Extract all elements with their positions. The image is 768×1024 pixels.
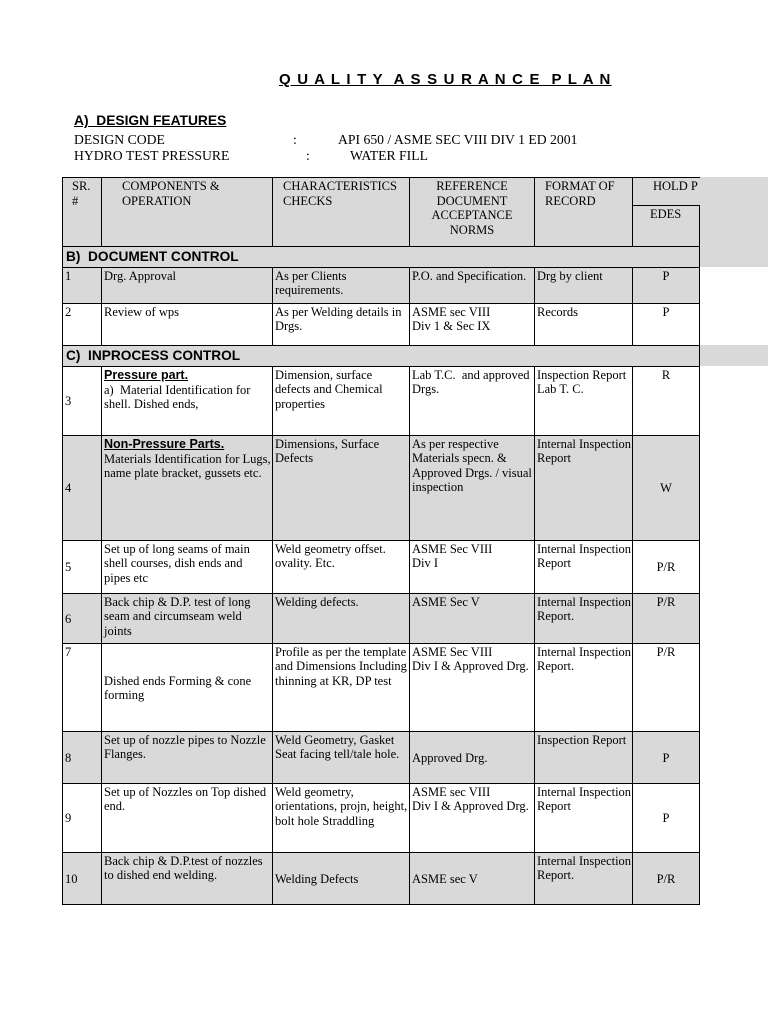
characteristics-cell: Welding Defects [273, 853, 410, 905]
format-cell: Inspection Report Lab T. C. [535, 367, 633, 436]
header-format: FORMAT OF RECORD [535, 178, 633, 247]
reference-cell: ASME Sec VIII Div I [410, 541, 535, 594]
sr-cell: 4 [63, 436, 102, 541]
hold-point-cell: P [633, 268, 700, 304]
characteristics-cell: Weld geometry, orientations, projn, height, bolt hole Straddling [273, 784, 410, 853]
component-heading: Non-Pressure Parts. [104, 437, 225, 451]
table-row [63, 732, 700, 784]
hold-point-cell: W [633, 436, 700, 541]
page-title: Q U A L I T Y A S S U R A N C E P L A N [279, 71, 612, 88]
sr-cell: 8 [63, 732, 102, 784]
format-cell: Records [535, 304, 633, 346]
sr-cell: 7 [63, 644, 102, 732]
sr-cell: 6 [63, 594, 102, 644]
section-b-shade-band [698, 246, 768, 267]
reference-cell: ASME Sec V [410, 594, 535, 644]
component-cell: Set up of nozzle pipes to Nozzle Flanges. [102, 732, 273, 784]
component-cell: Back chip & D.P.test of nozzles to dished end welding. [102, 853, 273, 905]
format-cell: Internal Inspection Report. [535, 594, 633, 644]
quality-plan-table [62, 177, 700, 905]
component-cell: Set up of Nozzles on Top dished end. [102, 784, 273, 853]
format-cell: Internal Inspection Report [535, 541, 633, 594]
component-cell [102, 367, 273, 436]
section-c-shade-band [698, 345, 768, 366]
design-code-label: DESIGN CODE [74, 132, 165, 147]
table-row [63, 644, 700, 732]
sr-cell: 3 [63, 367, 102, 436]
table-row [63, 594, 700, 644]
component-text: a) Material Identification for shell. Dished ends, [104, 383, 251, 412]
hold-point-cell: P/R [633, 853, 700, 905]
table-row [63, 436, 700, 541]
section-row [63, 247, 700, 268]
hold-point-cell: R [633, 367, 700, 436]
sr-cell: 2 [63, 304, 102, 346]
component-cell: Back chip & D.P. test of long seam and circumseam weld joints [102, 594, 273, 644]
characteristics-cell: Dimension, surface defects and Chemical properties [273, 367, 410, 436]
table-row [63, 367, 700, 436]
design-code-value: API 650 / ASME SEC VIII DIV 1 ED 2001 [338, 132, 578, 147]
characteristics-cell: Dimensions, Surface Defects [273, 436, 410, 541]
section-heading: C) INPROCESS CONTROL [63, 346, 700, 367]
header-reference: REFERENCE DOCUMENT ACCEPTANCE NORMS [410, 178, 535, 247]
reference-cell: P.O. and Specification. [410, 268, 535, 304]
reference-cell: ASME sec VIII Div 1 & Sec IX [410, 304, 535, 346]
hold-point-cell: P/R [633, 541, 700, 594]
characteristics-cell: As per Clients requirements. [273, 268, 410, 304]
characteristics-cell: Weld geometry offset. ovality. Etc. [273, 541, 410, 594]
header-sr: SR. # [63, 178, 102, 247]
design-code-separator: : [293, 132, 297, 147]
table-row [63, 268, 700, 304]
header-shade-band [698, 177, 768, 246]
table-row [63, 784, 700, 853]
header-hold-point: HOLD P [633, 178, 700, 206]
hold-point-cell: P/R [633, 594, 700, 644]
characteristics-cell: Profile as per the template and Dimensions Including thinning at KR, DP test [273, 644, 410, 732]
format-cell: Internal Inspection Report. [535, 644, 633, 732]
hydro-test-pressure-label: HYDRO TEST PRESSURE [74, 148, 230, 163]
header-hold-sub: EDES [633, 206, 700, 247]
table-header-row [63, 178, 700, 206]
design-features-heading: A) DESIGN FEATURES [74, 113, 227, 128]
reference-cell: Approved Drg. [410, 732, 535, 784]
reference-cell: ASME sec VIII Div I & Approved Drg. [410, 784, 535, 853]
characteristics-cell: Welding defects. [273, 594, 410, 644]
hydro-test-pressure-value: WATER FILL [350, 148, 428, 163]
reference-cell: Lab T.C. and approved Drgs. [410, 367, 535, 436]
component-cell: Set up of long seams of main shell courses, dish ends and pipes etc [102, 541, 273, 594]
header-components: COMPONENTS & OPERATION [102, 178, 273, 247]
format-cell: Internal Inspection Report. [535, 853, 633, 905]
component-heading: Pressure part. [104, 368, 189, 382]
hold-point-cell: P [633, 784, 700, 853]
hold-point-cell: P [633, 732, 700, 784]
sr-cell: 10 [63, 853, 102, 905]
format-cell: Internal Inspection Report [535, 436, 633, 541]
format-cell: Inspection Report [535, 732, 633, 784]
sr-cell: 1 [63, 268, 102, 304]
reference-cell: ASME sec V [410, 853, 535, 905]
section-heading: B) DOCUMENT CONTROL [63, 247, 700, 268]
hold-point-cell: P [633, 304, 700, 346]
section-row [63, 346, 700, 367]
format-cell: Internal Inspection Report [535, 784, 633, 853]
format-cell: Drg by client [535, 268, 633, 304]
component-cell [102, 436, 273, 541]
table-row [63, 304, 700, 346]
table-row [63, 853, 700, 905]
characteristics-cell: As per Welding details in Drgs. [273, 304, 410, 346]
component-cell: Drg. Approval [102, 268, 273, 304]
reference-cell: As per respective Materials specn. & Approved Drgs. / visual inspection [410, 436, 535, 541]
component-cell: Dished ends Forming & cone forming [102, 644, 273, 732]
hold-point-cell: P/R [633, 644, 700, 732]
header-characteristics: CHARACTERISTICS CHECKS [273, 178, 410, 247]
reference-cell: ASME Sec VIII Div I & Approved Drg. [410, 644, 535, 732]
component-cell: Review of wps [102, 304, 273, 346]
sr-cell: 5 [63, 541, 102, 594]
component-text: Materials Identification for Lugs, name plate bracket, gussets etc. [104, 452, 271, 481]
characteristics-cell: Weld Geometry, Gasket Seat facing tell/tale hole. [273, 732, 410, 784]
sr-cell: 9 [63, 784, 102, 853]
table-row [63, 541, 700, 594]
hydro-test-pressure-separator: : [306, 148, 310, 163]
